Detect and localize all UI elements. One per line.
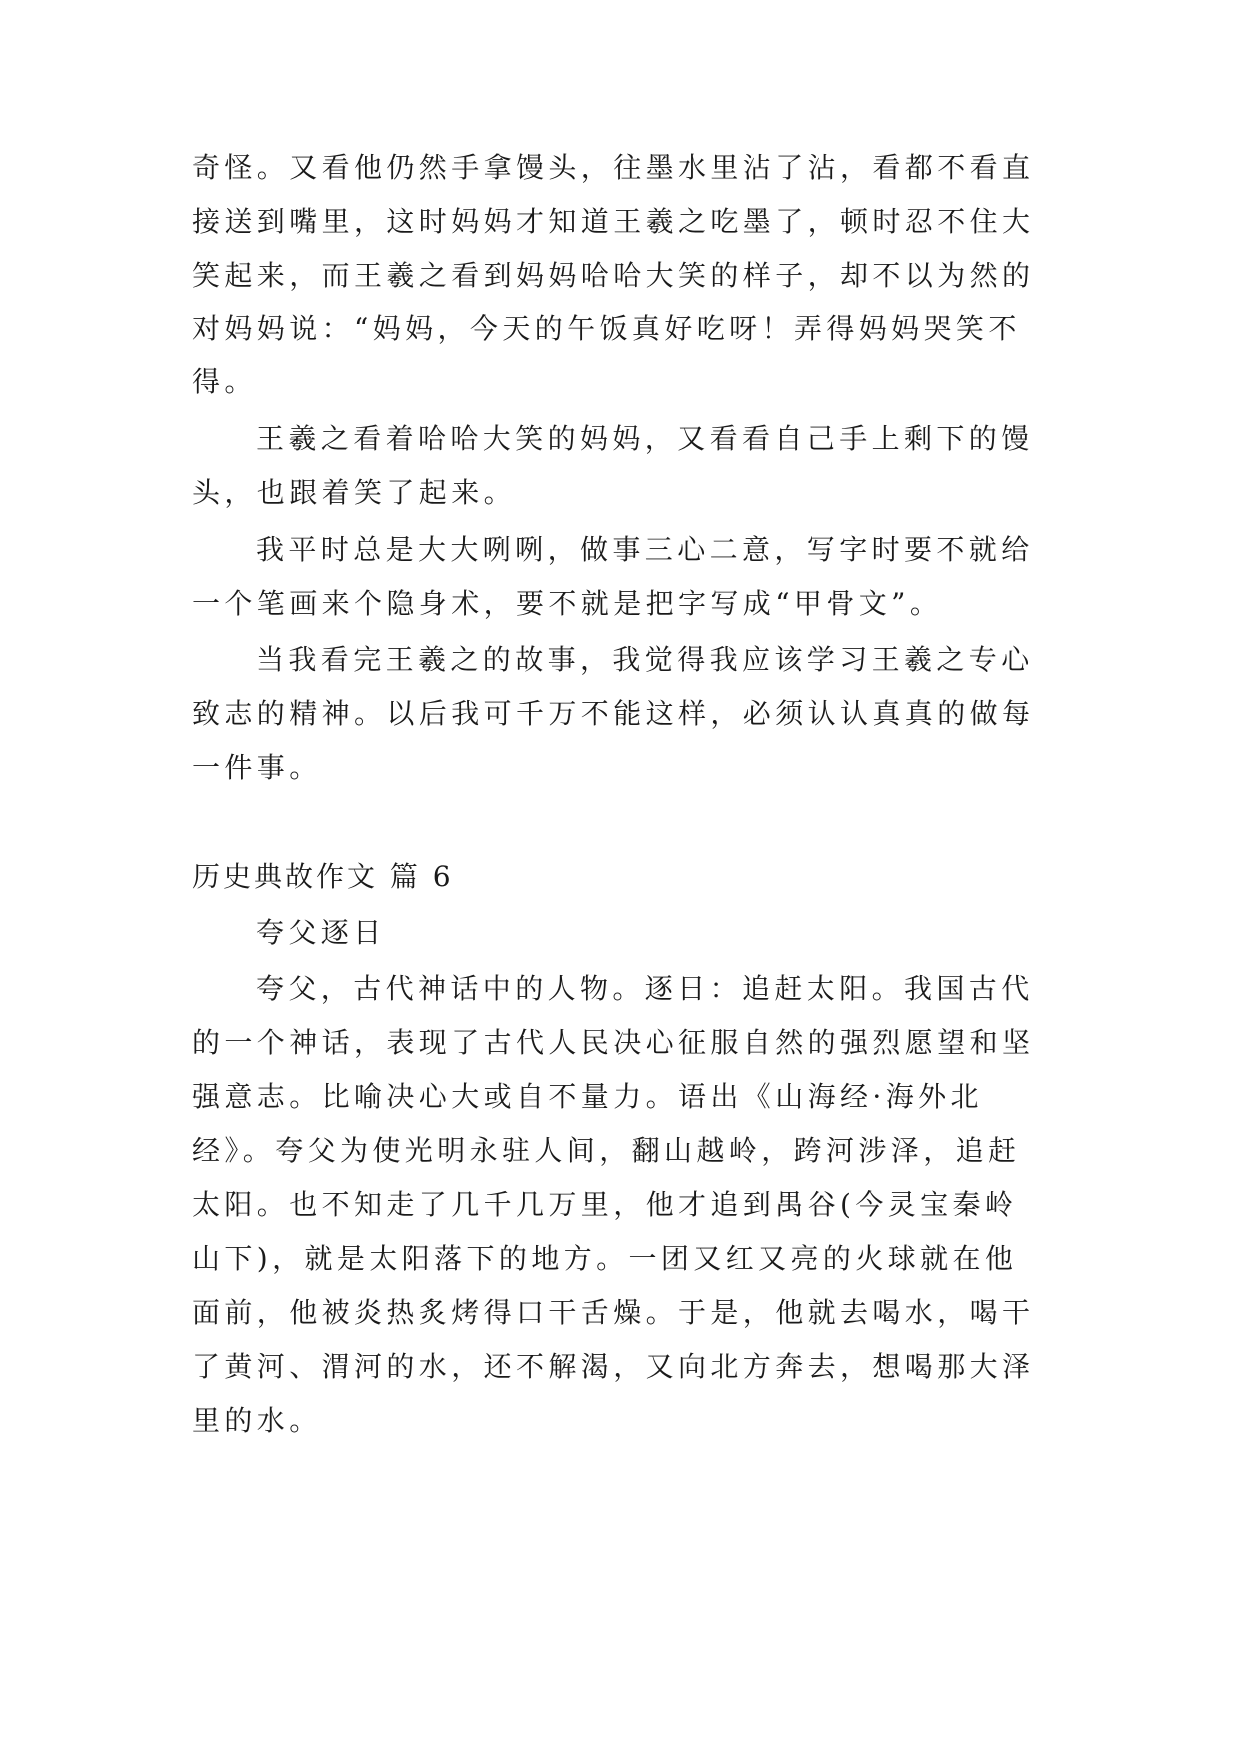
text-line: 头，也跟着笑了起来。	[192, 476, 517, 509]
text-line: 奇怪。又看他仍然手拿馒头，往墨水里沾了沾，看都不看直	[192, 151, 1035, 184]
text-line: 山下)，就是太阳落下的地方。一团又红又亮的火球就在他	[192, 1242, 1018, 1275]
text-line: 一件事。	[192, 751, 322, 784]
text-line: 强意志。比喻决心大或自不量力。语出《山海经·海外北	[192, 1080, 983, 1113]
text-line: 笑起来，而王羲之看到妈妈哈哈大笑的样子，却不以为然的	[192, 259, 1035, 292]
text-line: 王羲之看着哈哈大笑的妈妈，又看看自己手上剩下的馒	[256, 422, 1034, 455]
text-line: 了黄河、渭河的水，还不解渴，又向北方奔去，想喝那大泽	[192, 1350, 1035, 1383]
text-line: 的一个神话，表现了古代人民决心征服自然的强烈愿望和坚	[192, 1026, 1035, 1059]
text-line: 当我看完王羲之的故事，我觉得我应该学习王羲之专心	[256, 643, 1034, 676]
section-heading: 历史典故作文 篇 6	[192, 860, 454, 893]
text-line: 面前，他被炎热炙烤得口干舌燥。于是，他就去喝水，喝干	[192, 1296, 1035, 1329]
text-line: 太阳。也不知走了几千几万里，他才追到禺谷(今灵宝秦岭	[192, 1188, 1018, 1221]
text-line: 夸父，古代神话中的人物。逐日：追赶太阳。我国古代	[256, 972, 1034, 1005]
text-line: 致志的精神。以后我可千万不能这样，必须认认真真的做每	[192, 697, 1035, 730]
story-title: 夸父逐日	[256, 916, 386, 949]
text-line: 里的水。	[192, 1404, 322, 1437]
text-line: 接送到嘴里，这时妈妈才知道王羲之吃墨了，顿时忍不住大	[192, 205, 1035, 238]
text-line: 经》。夸父为使光明永驻人间，翻山越岭，跨河涉泽，追赶	[192, 1134, 1021, 1167]
text-line: 我平时总是大大咧咧，做事三心二意，写字时要不就给	[256, 533, 1034, 566]
text-line: 得。	[192, 365, 257, 398]
text-line: 对妈妈说：“妈妈，今天的午饭真好吃呀！弄得妈妈哭笑不	[192, 312, 1021, 345]
text-line: 一个笔画来个隐身术，要不就是把字写成“甲骨文”。	[192, 587, 943, 620]
